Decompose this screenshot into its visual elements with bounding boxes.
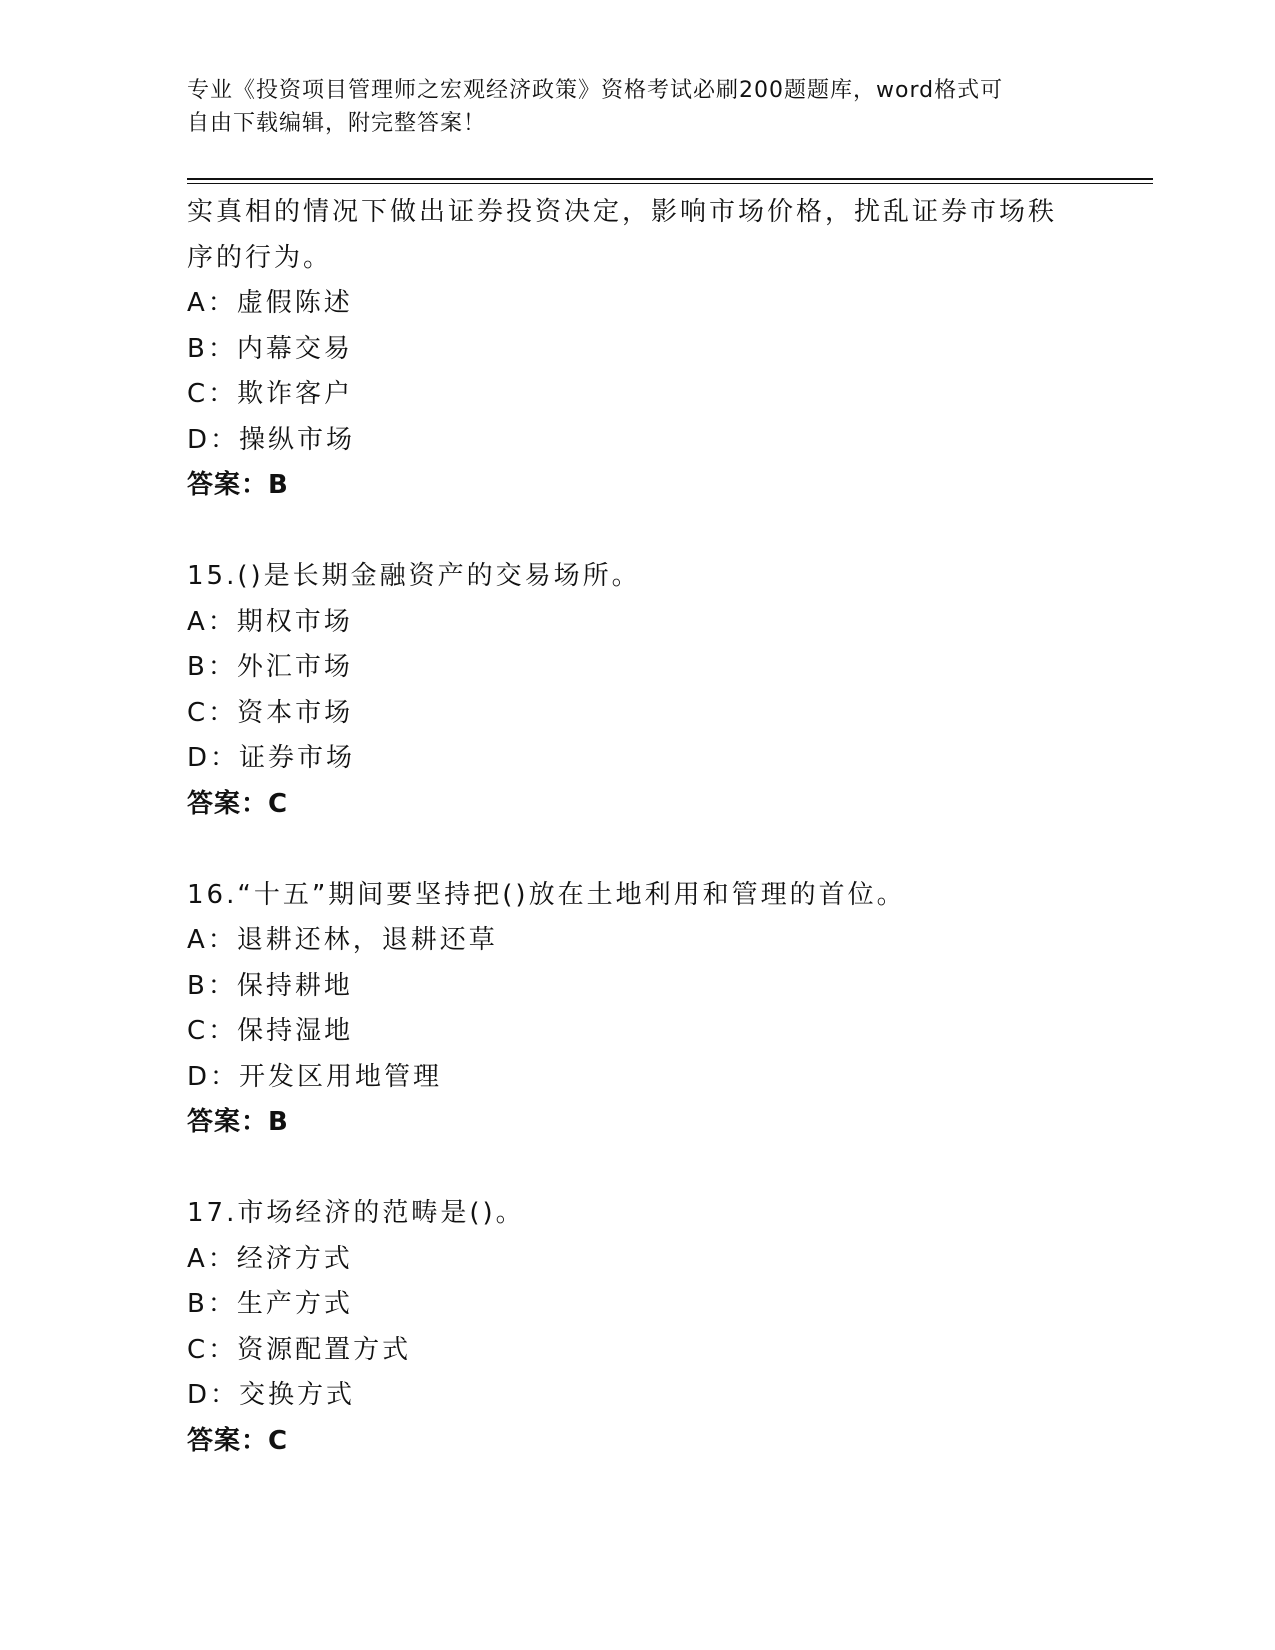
question-15 [187,554,1087,827]
option-b: B：内幕交易 [187,333,353,364]
document-header [187,74,1067,140]
option-b: B：外汇市场 [187,652,353,682]
answer-line: 答案：B [187,1107,289,1137]
answer-line: 答案：C [187,1425,289,1456]
option-a: A：退耕还林，退耕还草 [187,925,498,955]
option-c: C：资源配置方式 [187,1334,412,1365]
question-text-line: 序的行为。 [187,242,333,273]
option-d: D：证券市场 [187,743,356,773]
option-d: D：操纵市场 [187,424,356,455]
question-text: 16.“十五”期间要坚持把()放在土地利用和管理的首位。 [187,879,906,910]
option-d: D：开发区用地管理 [187,1061,443,1092]
option-a: A：期权市场 [187,606,353,637]
question-text: 17.市场经济的范畴是()。 [187,1198,525,1228]
question-text-line: 实真相的情况下做出证券投资决定，影响市场价格，扰乱证券市场秩 [187,197,1058,227]
option-c: C：欺诈客户 [187,379,354,409]
option-b: B：保持耕地 [187,970,353,1001]
option-c: C：资本市场 [187,697,354,728]
question-17 [187,1191,1087,1464]
spacer [187,1146,1087,1192]
question-16 [187,873,1087,1146]
spacer [187,827,1087,873]
answer-line: 答案：B [187,470,289,500]
option-a: A：虚假陈述 [187,288,353,318]
question-14-continued [187,190,1087,509]
answer-line: 答案：C [187,788,289,819]
question-text: 15.()是长期金融资产的交易场所。 [187,561,641,591]
header-line-1: 专业《投资项目管理师之宏观经济政策》资格考试必刷200题题库，word格式可 [187,78,1004,103]
option-b: B：生产方式 [187,1289,353,1319]
header-divider-thin [187,183,1153,184]
option-d: D：交换方式 [187,1380,356,1410]
header-line-2: 自由下载编辑，附完整答案！ [187,111,487,136]
header-divider-thick [187,178,1153,180]
question-content [187,190,1087,1464]
option-c: C：保持湿地 [187,1016,354,1046]
spacer [187,509,1087,555]
option-a: A：经济方式 [187,1243,353,1274]
